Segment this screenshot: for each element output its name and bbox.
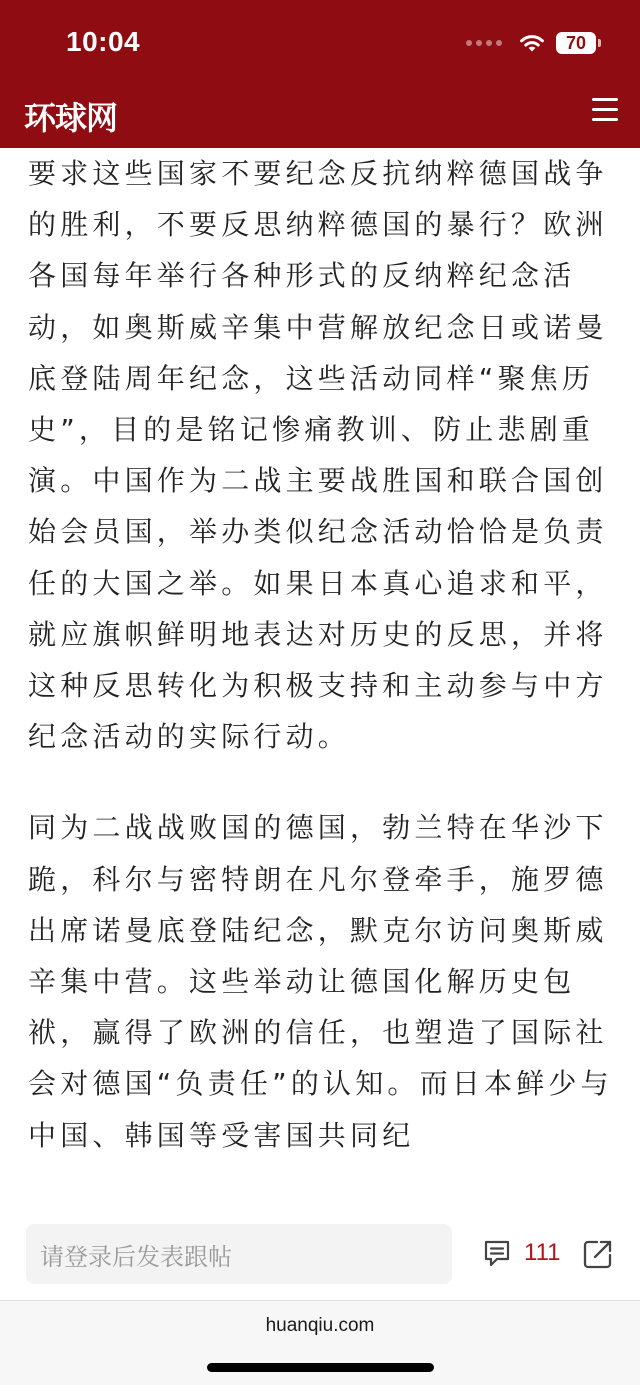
browser-footer: [0, 1300, 640, 1385]
wifi-icon: [518, 32, 546, 54]
article-paragraph: 同为二战战败国的德国，勃兰特在华沙下跪，科尔与密特朗在凡尔登牵手，施罗德出席诺曼底登陆纪念，默克尔访问奥斯威辛集中营。这些举动让德国化解历史包袱，赢得了欧洲的信任，也塑造了国际社会对德国“负责任”的认知。而日本鲜少与中国、韩国等受害国共同纪: [28, 811, 613, 1152]
comment-input[interactable]: 请登录后发表跟帖: [26, 1224, 452, 1284]
article-body: [28, 148, 618, 1161]
battery-icon: 70: [556, 32, 596, 54]
site-logo[interactable]: 环球网: [24, 99, 118, 137]
share-icon[interactable]: [582, 1238, 614, 1270]
address-bar-url[interactable]: huanqiu.com: [265, 1315, 375, 1336]
status-icons: [466, 30, 596, 56]
comment-bar: [0, 1208, 640, 1300]
status-time: 10:04: [66, 26, 141, 57]
article-paragraph: 要求这些国家不要纪念反抗纳粹德国战争的胜利，不要反思纳粹德国的暴行？欧洲各国每年举行各种形式的反纳粹纪念活动，如奥斯威辛集中营解放纪念日或诺曼底登陆周年纪念，这些活动同样“聚焦历史”，目的是铭记惨痛教训、防止悲剧重演。中国作为二战主要战胜国和联合国创始会员国，举办类似纪念活动恰恰是负责任的大国之举。如果日本真心追求和平，就应旗帜鲜明地表达对历史的反思，并将这种反思转化为积极支持和主动参与中方纪念活动的实际行动。: [28, 157, 608, 754]
cellular-signal-icon: [466, 40, 502, 46]
comment-button[interactable]: [482, 1238, 560, 1268]
comment-count: 111: [524, 1239, 561, 1266]
comment-icon: [482, 1238, 512, 1268]
header: [0, 0, 640, 148]
home-indicator[interactable]: [207, 1363, 434, 1372]
menu-icon[interactable]: [592, 98, 618, 122]
